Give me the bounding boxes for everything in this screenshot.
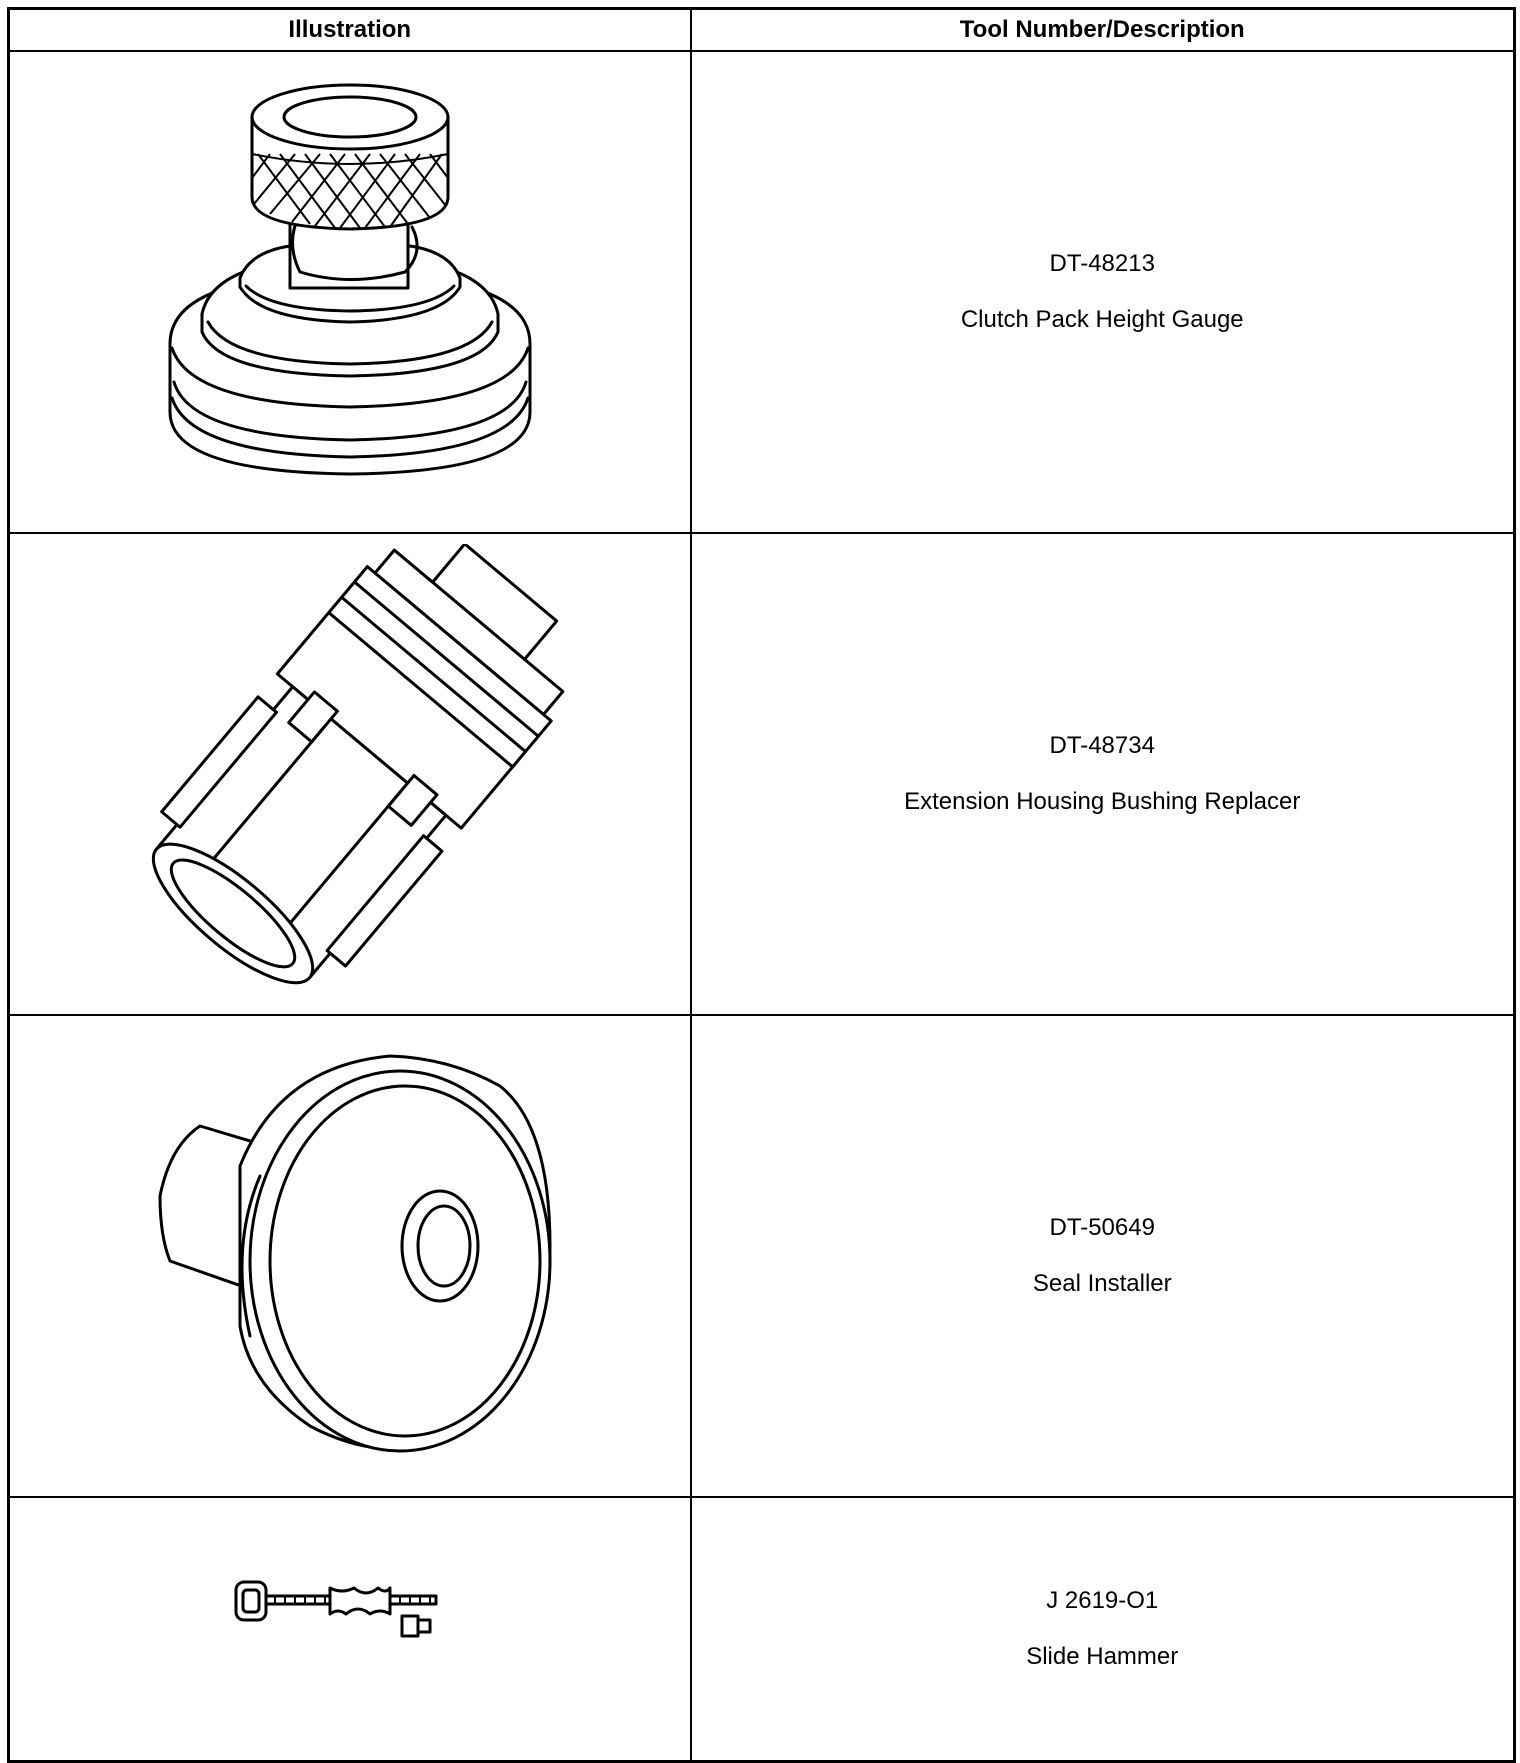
illustration-cell bbox=[9, 51, 691, 533]
tool-number: DT-48213 bbox=[1049, 250, 1155, 277]
illustration-cell bbox=[9, 533, 691, 1015]
tool-description: Clutch Pack Height Gauge bbox=[960, 306, 1244, 333]
description-cell bbox=[691, 533, 1515, 1015]
description-cell bbox=[691, 51, 1515, 533]
tools-table bbox=[7, 7, 1516, 1763]
description-cell bbox=[691, 1015, 1515, 1497]
table-row bbox=[9, 51, 1515, 533]
tool-number: DT-48734 bbox=[1049, 732, 1155, 759]
tool-number: J 2619-O1 bbox=[1046, 1587, 1159, 1614]
table-row bbox=[9, 533, 1515, 1015]
illustration-cell bbox=[9, 1015, 691, 1497]
table-row bbox=[9, 1015, 1515, 1497]
tool-number: DT-50649 bbox=[1049, 1214, 1155, 1241]
header-illustration: Illustration bbox=[9, 9, 691, 52]
header-description: Tool Number/Description bbox=[691, 9, 1515, 52]
illustration-cell bbox=[9, 1497, 691, 1762]
tool-description: Extension Housing Bushing Replacer bbox=[904, 788, 1301, 815]
clutch-pack-height-gauge-illustration bbox=[150, 82, 550, 502]
seal-installer-illustration bbox=[130, 1046, 570, 1466]
slide-hammer-illustration bbox=[230, 1574, 470, 1654]
table-row bbox=[9, 1497, 1515, 1762]
description-cell bbox=[691, 1497, 1515, 1762]
bushing-replacer-illustration bbox=[120, 544, 580, 1004]
tool-description: Slide Hammer bbox=[1026, 1643, 1179, 1670]
header-row bbox=[9, 9, 1515, 52]
tool-description: Seal Installer bbox=[1032, 1270, 1172, 1297]
